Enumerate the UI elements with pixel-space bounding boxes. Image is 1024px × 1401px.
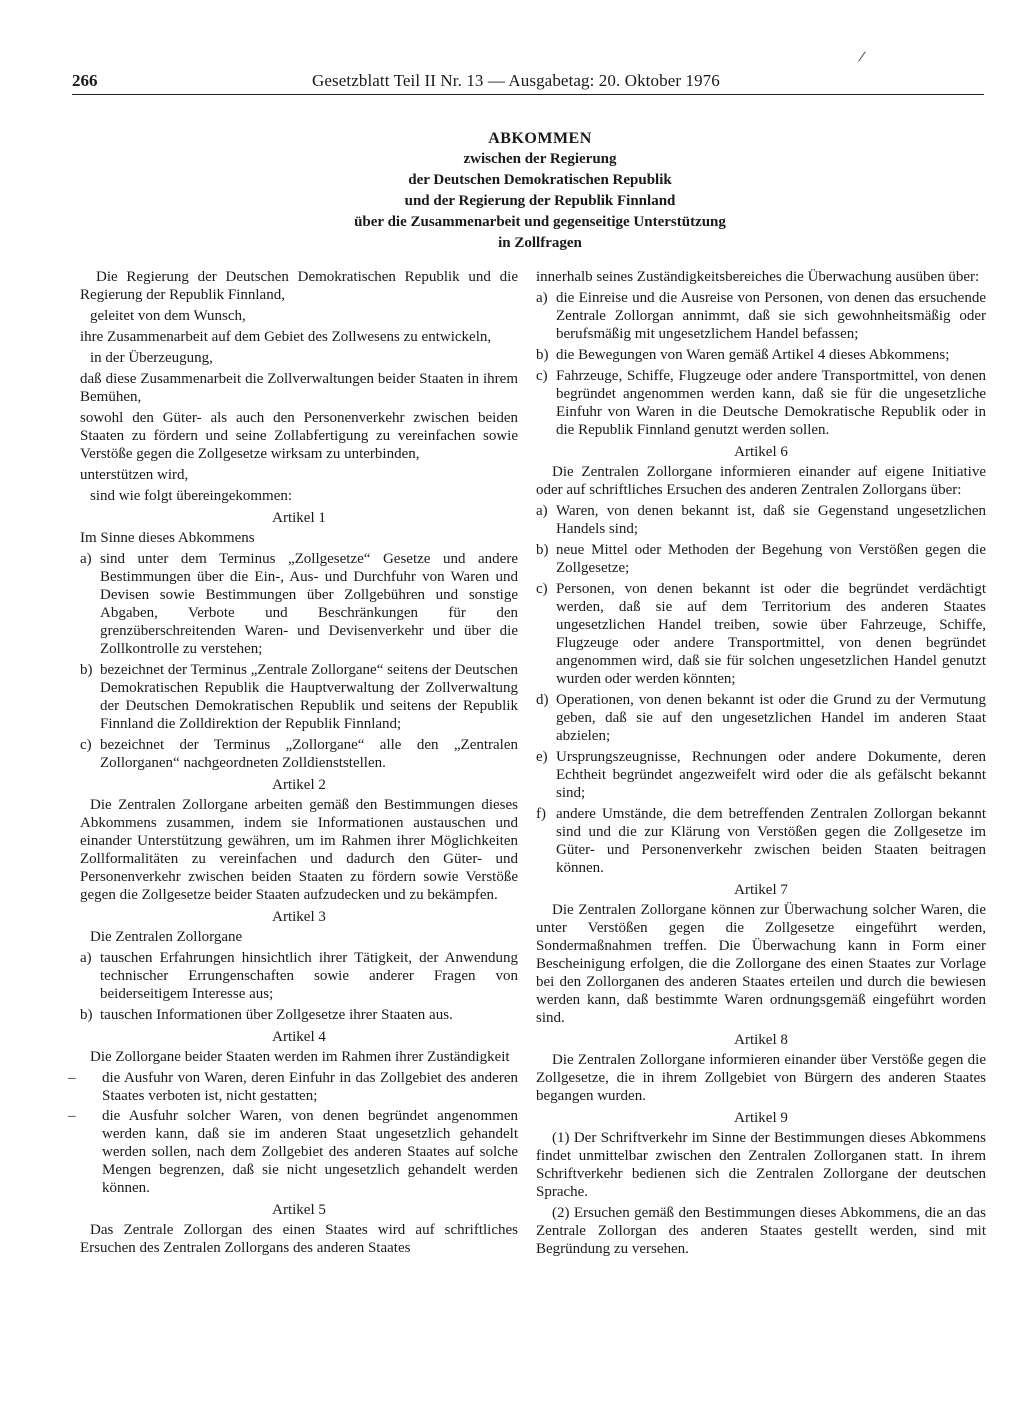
item-label: a) (536, 503, 548, 519)
agreement-title (300, 128, 780, 254)
item-label: d) (536, 692, 549, 708)
list-item (80, 949, 518, 1003)
article-text: Die Zentralen Zollorgane können zur Überwachung solcher Waren, die unter Verstößen gegen die Zollgesetze eingeführt werden, Sondermaßnahmen treffen. Die Überwachung kann in Form einer Bescheinigung erfolgen, die die Zollorgane des einen Staates zur Vorlage bei den Zollorganen des anderen Staates erteilen und durch die bewiesen werden kann, daß bestimmte Waren ordnungsgemäß eingeführt worden sind. (536, 902, 986, 1026)
article-items (68, 1069, 518, 1197)
preamble-paragraph: daß diese Zusammenarbeit die Zollverwaltungen beider Staaten in ihrem Bemühen, (80, 371, 518, 405)
article-heading: Artikel 9 (734, 1110, 788, 1126)
list-item (536, 367, 986, 439)
item-label: b) (536, 542, 549, 558)
preamble-paragraph: sowohl den Güter- als auch den Personenverkehr zwischen beiden Staaten zu fördern und seine Zollabfertigung zu vereinfachen sowie Verstöße gegen die Zollgesetze wirksam zu unterbinden, (80, 410, 518, 462)
list-item (536, 748, 986, 802)
article-text: Das Zentrale Zollorgan des einen Staates wird auf schriftliches Ersuchen des Zentralen Zollorgans des anderen Staates (80, 1222, 518, 1256)
article-paragraph: (1) Der Schriftverkehr im Sinne der Bestimmungen dieses Abkommens findet unmittelbar zwischen den Zentralen Zollorganen statt. In ihrem Schriftverkehr bedienen sich die Zentralen Zollorgane der deutschen Sprache. (536, 1130, 986, 1200)
item-text: bezeichnet der Terminus „Zentrale Zollorgane“ seitens der Deutschen Demokratischen Republik die Hauptverwaltung der Zollverwaltung der Deutschen Demokratischen Republik und seitens der Republik Finnland die Zolldirektion der Republik Finnland; (100, 662, 518, 732)
title-main: ABKOMMEN (488, 130, 592, 147)
list-item (80, 550, 518, 658)
item-text: tauschen Erfahrungen hinsichtlich ihrer Tätigkeit, der Anwendung technischer Errungenschaften sowie anderer Fragen von beiderseitigem Interesse aus; (100, 950, 518, 1002)
preamble-paragraph: sind wie folgt übereingekommen: (90, 488, 293, 504)
list-item (536, 580, 986, 688)
item-label: b) (80, 1007, 93, 1023)
list-item (68, 1069, 518, 1105)
left-column (68, 268, 518, 1260)
item-text: tauschen Informationen über Zollgesetze ihrer Staaten aus. (100, 1007, 453, 1023)
item-label: – (68, 1108, 76, 1124)
title-line: der Deutschen Demokratischen Republik (408, 172, 672, 188)
item-label: a) (80, 551, 92, 567)
article-heading: Artikel 6 (734, 444, 788, 460)
title-line: und der Regierung der Republik Finnland (404, 193, 676, 209)
list-item (80, 661, 518, 733)
preamble-paragraph: geleitet von dem Wunsch, (90, 308, 246, 324)
article-items (536, 502, 986, 877)
article-heading: Artikel 4 (272, 1029, 326, 1045)
item-label: – (68, 1070, 76, 1086)
title-line: zwischen der Regierung (463, 151, 617, 167)
list-item (536, 805, 986, 877)
article-intro: Die Zollorgane beider Staaten werden im Rahmen ihrer Zuständigkeit (90, 1049, 510, 1065)
preamble-paragraph: Die Regierung der Deutschen Demokratischen Republik und die Regierung der Republik Finnland, (80, 269, 518, 303)
item-text: Operationen, von denen bekannt ist oder die Grund zu der Vermutung geben, daß sie auf den ungesetzlichen Handel im anderen Staat abzielen; (556, 692, 986, 744)
preamble-paragraph: unterstützen wird, (80, 467, 189, 483)
item-text: die Ausfuhr von Waren, deren Einfuhr in das Zollgebiet des anderen Staates verboten ist, nicht gestatten; (102, 1070, 518, 1104)
publication-header: Gesetzblatt Teil II Nr. 13 — Ausgabetag: 20. Oktober 1976 (312, 71, 720, 90)
list-item (68, 1107, 518, 1197)
item-text: andere Umstände, die dem betreffenden Zentralen Zollorgan bekannt sind und die zur Klärung von Verstößen gegen die Zollgesetze im Güter- und Personenverkehr zwischen beiden Staaten beitragen können. (556, 806, 986, 876)
article-items (80, 550, 518, 772)
item-label: c) (536, 581, 548, 597)
article-items (536, 289, 986, 439)
item-text: die Bewegungen von Waren gemäß Artikel 4 dieses Abkommens; (556, 347, 950, 363)
article-text: innerhalb seines Zuständigkeitsbereiches die Überwachung ausüben über: (536, 269, 980, 285)
item-label: c) (80, 737, 92, 753)
item-text: bezeichnet der Terminus „Zollorgane“ alle den „Zentralen Zollorganen“ nachgeordneten Zolldienststellen. (100, 737, 518, 771)
article-items (80, 949, 518, 1024)
article-paragraph: (2) Ersuchen gemäß den Bestimmungen dieses Abkommens, die an das Zentrale Zollorgan des anderen Staates gestellt werden, sind mit Begründung zu versehen. (536, 1205, 986, 1257)
item-label: b) (80, 662, 93, 678)
item-label: b) (536, 347, 549, 363)
page-number: 266 (72, 71, 98, 90)
item-text: Personen, von denen bekannt ist oder die begründet verdächtigt werden, daß sie auf dem Territorium des anderen Staates ungesetzlichen Handel treiben, sowie über Fahrzeuge, Schiffe, Flugzeuge oder andere Transportmittel, von denen begründet angenommen wird, daß sie für solchen ungesetzlichen Handel genutzt wurden oder werden könnten; (556, 581, 986, 687)
item-label: a) (536, 290, 548, 306)
list-item (536, 502, 986, 538)
list-item (80, 1006, 518, 1024)
item-text: Waren, von denen bekannt ist, daß sie Gegenstand ungesetzlichen Handels sind; (556, 503, 986, 537)
article-heading: Artikel 2 (272, 777, 326, 793)
item-label: f) (536, 806, 546, 822)
article-heading: Artikel 8 (734, 1032, 788, 1048)
list-item (536, 346, 986, 364)
preamble-paragraph: in der Überzeugung, (90, 350, 213, 366)
list-item (80, 736, 518, 772)
article-text: Die Zentralen Zollorgane informieren einander über Verstöße gegen die Zollgesetze, die in ihrem Zollgebiet von Bürgern des anderen Staates begangen wurden. (536, 1052, 986, 1104)
item-text: Fahrzeuge, Schiffe, Flugzeuge oder andere Transportmittel, von denen begründet angenommen werden kann, daß sie für die ungesetzliche Einfuhr von Waren in die Deutsche Demokratische Republik oder in die Republik Finnland genutzt werden sollen. (556, 368, 986, 438)
item-label: a) (80, 950, 92, 966)
article-intro: Die Zentralen Zollorgane (90, 929, 243, 945)
article-heading: Artikel 3 (272, 909, 326, 925)
page-header (72, 72, 984, 95)
title-line: in Zollfragen (498, 235, 582, 251)
list-item (536, 691, 986, 745)
article-text: Die Zentralen Zollorgane arbeiten gemäß den Bestimmungen dieses Abkommens zusammen, indem sie Informationen austauschen und einander Unterstützung gewähren, um im Rahmen ihrer Möglichkeiten Zollformalitäten zu vereinfachen und dadurch den Güter- und Personenverkehr zwischen beiden Staaten zu fördern sowie Verstöße gegen die Zollgesetze beider Staaten aufzudecken und zu bekämpfen. (80, 797, 518, 903)
item-label: c) (536, 368, 548, 384)
list-item (536, 289, 986, 343)
item-text: Ursprungszeugnisse, Rechnungen oder andere Dokumente, deren Echtheit begründet angezweifelt wird oder die als gefälscht bekannt sind; (556, 749, 986, 801)
list-item (536, 541, 986, 577)
item-text: neue Mittel oder Methoden der Begehung von Verstößen gegen die Zollgesetze; (556, 542, 986, 576)
item-text: die Einreise und die Ausreise von Personen, von denen das ersuchende Zentrale Zollorgan annimmt, daß sie sich gewohnheitsmäßig oder berufsmäßig mit ungesetzlichem Handel befassen; (556, 290, 986, 342)
item-label: e) (536, 749, 548, 765)
title-line: über die Zusammenarbeit und gegenseitige Unterstützung (354, 214, 726, 230)
pen-mark (858, 51, 866, 61)
article-intro: Im Sinne dieses Abkommens (80, 530, 255, 546)
preamble-paragraph: ihre Zusammenarbeit auf dem Gebiet des Zollwesens zu entwickeln, (80, 329, 492, 345)
article-heading: Artikel 5 (272, 1202, 326, 1218)
right-column (536, 268, 986, 1261)
article-heading: Artikel 7 (734, 882, 788, 898)
article-heading: Artikel 1 (272, 510, 326, 526)
item-text: die Ausfuhr solcher Waren, von denen begründet angenommen werden kann, daß sie im anderen Staat ungesetzlich gehandelt werden sollen, nach dem Zollgebiet des anderen Staates auf solche Mengen begrenzen, daß sie nicht ungesetzlich gehandelt werden können. (102, 1108, 518, 1196)
item-text: sind unter dem Terminus „Zollgesetze“ Gesetze und andere Bestimmungen über die Ein-, Aus- und Durchfuhr von Waren und Devisen sowie Bestimmungen über Zollgebühren und sonstige Abgaben, Verbote und Beschränkungen für den grenzüberschreitenden Waren- und Devisenverkehr und über die Zollkontrolle zu verstehen; (100, 551, 518, 657)
article-intro: Die Zentralen Zollorgane informieren einander auf eigene Initiative oder auf schriftliches Ersuchen des anderen Zentralen Zollorgans über: (536, 464, 986, 498)
